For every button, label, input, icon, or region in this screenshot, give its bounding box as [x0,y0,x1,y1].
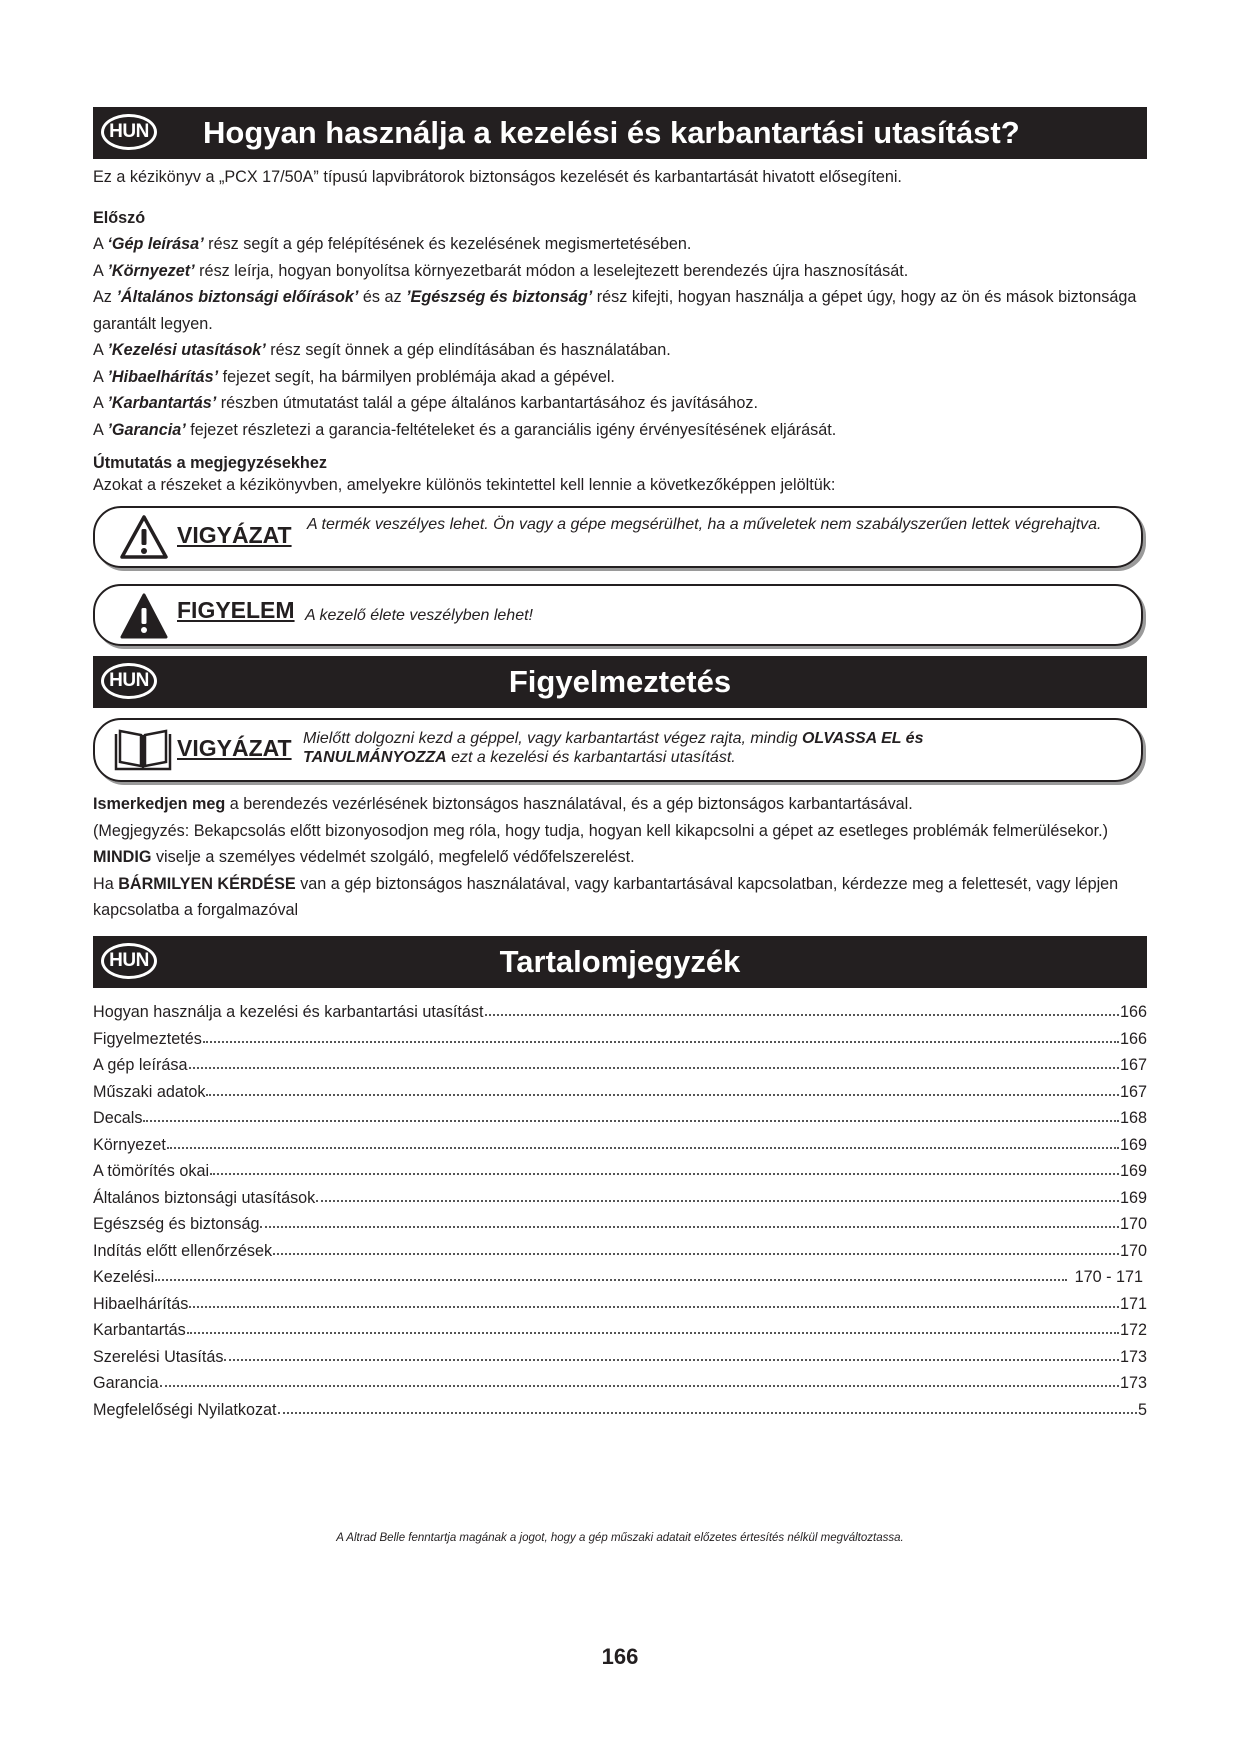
foreword-heading: Előszó [93,208,146,227]
toc-entry[interactable]: Hogyan használja a kezelési és karbantartási utasítást 166 [93,1003,1147,1021]
foreword-item: Az ’Általános biztonsági előírások’ és az ’Egészség és biztonság’ rész kifejti, hogyan használja a gépet úgy, hogy az ön és mások biztonsága garantált legyen. [93,288,1137,333]
table-of-contents [93,996,1147,1420]
foreword-item: A ’Kezelési utasítások’ rész segít önnek a gép elindításában és használatában. [93,341,671,359]
intro-text: Ez a kézikönyv a „PCX 17/50A” típusú lapvibrátorok biztonságos kezelését és karbantartását hivatott elősegíteni. [93,168,902,186]
toc-entry[interactable]: Figyelmeztetés 166 [93,1029,1147,1048]
caution-box [93,506,1143,568]
foreword-item: A ’Karbantartás’ részben útmutatást talál a gépe általános karbantartásához és javításához. [93,394,758,412]
warning-paragraph: (Megjegyzés: Bekapcsolás előtt bizonyosodjon meg róla, hogy tudja, hogyan kell kikapcsolni a gépet az esetleges problémák felmerülésekor.) [93,821,1108,840]
section-banner-contents [93,936,1147,988]
warning-paragraph: Ha BÁRMILYEN KÉRDÉSE van a gép biztonságos használatával, vagy karbantartásával kapcsolatban, kérdezze meg a felettesét, vagy lépjen kapcsolatba a forgalmazóval [93,874,1119,919]
caution-label: VIGYÁZAT [177,522,292,548]
toc-entry[interactable]: A tömörítés okai 169 [93,1162,1147,1180]
toc-entry[interactable]: Egészség és biztonság 170 [93,1215,1147,1233]
warning-paragraph: Ismerkedjen meg a berendezés vezérlésének biztonságos használatával, és a gép biztonságos karbantartásával. [93,795,913,813]
page-number: 166 [601,1644,639,1669]
toc-entry[interactable]: Megfelelőségi Nyilatkozat 5 [93,1400,1147,1419]
toc-entry[interactable]: Garancia 173 [93,1374,1147,1392]
toc-entry[interactable]: Decals 168 [93,1109,1147,1127]
notes-heading: Útmutatás a megjegyzésekhez [93,454,327,472]
toc-entry[interactable]: Környezet 169 [93,1135,1147,1154]
caution-text: A termék veszélyes lehet. Ön vagy a gépe megsérülhet, ha a műveletek nem szabályszerűen lettek végrehajtva. [307,516,1102,533]
disclaimer-text: A Altrad Belle fenntartja magának a jogot, hogy a gép műszaki adatait előzetes értesítés nélkül megváltoztassa. [336,1532,904,1544]
section-title: Figyelmeztetés [508,664,732,699]
foreword-item: A ’Hibaelhárítás’ fejezet segít, ha bármilyen problémája akad a gépével. [93,367,615,386]
danger-label: FIGYELEM [177,597,295,623]
foreword-item: A ’Garancia’ fejezet részletezi a garancia-feltételeket és a garanciális igény érvényesítésének eljárását. [93,420,837,439]
hun-language-badge: HUN [101,114,157,150]
section-title: Tartalomjegyzék [499,943,741,979]
toc-entry[interactable]: Karbantartás 172 [93,1321,1147,1339]
warning-paragraph: MINDIG viselje a személyes védelmét szolgáló, megfelelő védőfelszerelést. [93,848,635,866]
section-banner-how-to-use [93,107,1147,159]
warning-filled-icon [119,592,169,640]
toc-entry[interactable]: Műszaki adatok 167 [93,1082,1147,1101]
toc-entry[interactable]: A gép leírása 167 [93,1056,1147,1074]
hun-language-badge: HUN [101,663,157,699]
danger-text: A kezelő élete veszélyben lehet! [305,607,533,624]
toc-entry[interactable]: Hibaelhárítás 171 [93,1294,1147,1313]
read-manual-box [93,718,1143,782]
danger-box [93,584,1143,646]
foreword-item: A ‘Gép leírása’ rész segít a gép felépítésének és kezelésének megismertetésében. [93,235,692,253]
warning-outline-icon [119,514,169,560]
toc-entry[interactable]: Általános biztonsági utasítások 169 [93,1188,1147,1207]
section-banner-warning [93,656,1147,708]
book-icon [113,728,173,772]
toc-entry[interactable]: Szerelési Utasítás 173 [93,1347,1147,1366]
read-manual-text: Mielőtt dolgozni kezd a géppel, vagy karbantartást végez rajta, mindig OLVASSA EL és TANULMÁNYOZZA ezt a kezelési és karbantartási utasítást. [303,730,924,766]
toc-entry[interactable]: Kezelési 170 - 171 [93,1268,1143,1286]
caution-label: VIGYÁZAT [177,735,292,761]
hun-language-badge: HUN [101,943,157,979]
toc-entry[interactable]: Indítás előtt ellenőrzések 170 [93,1241,1147,1260]
notes-text: Azokat a részeket a kézikönyvben, amelyekre különös tekintettel kell lennie a következőképpen jelöltük: [93,476,836,494]
section-title: Hogyan használja a kezelési és karbantartási utasítást? [203,115,1020,150]
manual-page [93,107,1147,1669]
foreword-item: A ’Környezet’ rész leírja, hogyan bonyolítsa környezetbarát módon a leselejtezett berendezés újra hasznosítását. [93,261,909,280]
